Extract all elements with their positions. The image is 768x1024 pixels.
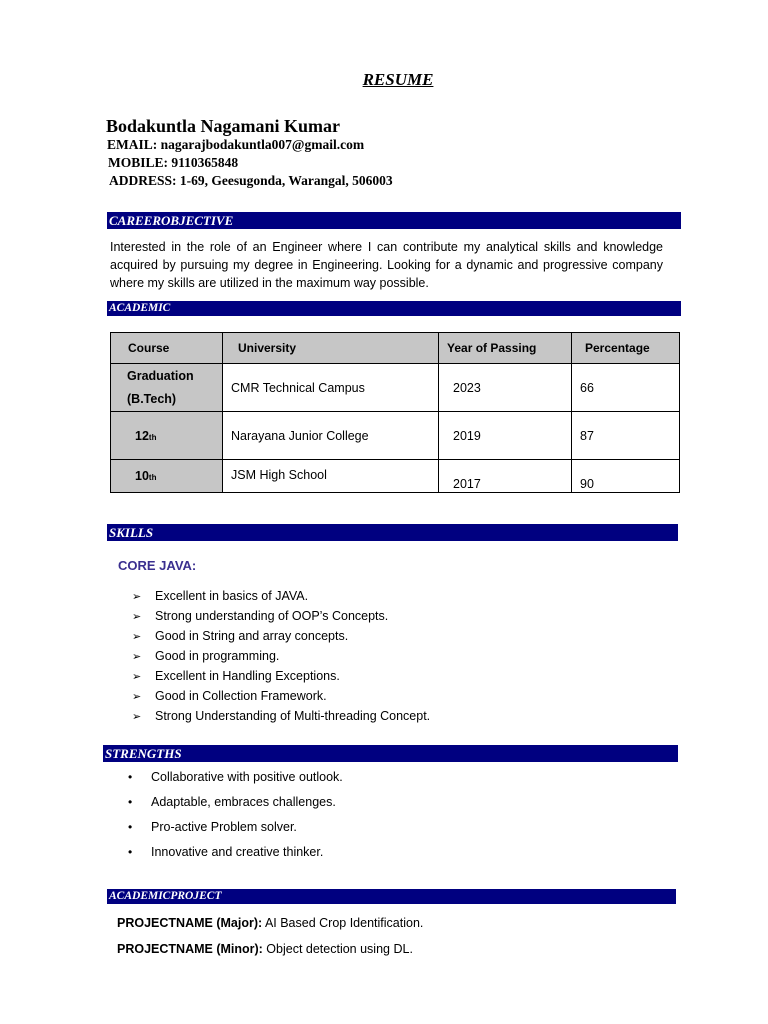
- year-cell: 2019: [439, 412, 572, 460]
- header-course: Course: [111, 333, 223, 364]
- email-line: EMAIL: nagarajbodakuntla007@gmail.com: [107, 137, 365, 152]
- core-java-heading: CORE JAVA:: [118, 558, 197, 573]
- section-bar-skills: SKILLS: [107, 524, 678, 541]
- section-bar-academic: ACADEMIC: [107, 301, 681, 316]
- section-bar-strengths: STRENGTHS: [103, 745, 678, 762]
- table-row: [111, 412, 680, 460]
- objective-text: Interested in the role of an Engineer where I can contribute my analytical skills and knowledge acquired by pursuing my degree in Engineering. Looking for a dynamic and progressive company where my skills are utilized in the maximum way possible.: [110, 240, 663, 290]
- section-bar-objective: CAREEROBJECTIVE: [107, 212, 681, 229]
- arrow-bullet-icon: ➢: [132, 671, 142, 683]
- resume-title: RESUME: [362, 70, 434, 89]
- university-cell: Narayana Junior College: [223, 412, 439, 460]
- skill-text: Good in Collection Framework.: [155, 689, 327, 703]
- project-major-value: AI Based Crop Identification.: [262, 916, 424, 930]
- course-cell: [111, 460, 223, 493]
- percentage-cell: 90: [572, 460, 680, 493]
- percentage-cell: 66: [572, 364, 680, 412]
- project-minor-label: PROJECTNAME (Minor):: [117, 942, 263, 956]
- bullet-dot-icon: •: [128, 845, 133, 859]
- skill-text: Strong understanding of OOP’s Concepts.: [155, 609, 389, 623]
- strength-text: Innovative and creative thinker.: [151, 845, 324, 859]
- skills-list: [132, 586, 430, 726]
- course-line1: Graduation: [127, 368, 194, 383]
- arrow-bullet-icon: ➢: [132, 711, 142, 723]
- project-minor: [117, 942, 413, 956]
- year-cell: 2017: [439, 460, 572, 493]
- course-cell: [111, 364, 223, 412]
- strength-text: Adaptable, embraces challenges.: [151, 795, 336, 809]
- year-cell: 2023: [439, 364, 572, 412]
- course-cell: [111, 412, 223, 460]
- course-superscript: th: [148, 432, 157, 442]
- header-percentage: Percentage: [572, 333, 680, 364]
- strengths-list: [128, 768, 343, 868]
- table-row: [111, 460, 680, 493]
- skill-text: Good in programming.: [155, 649, 280, 663]
- strength-text: Pro-active Problem solver.: [151, 820, 297, 834]
- project-major-label: PROJECTNAME (Major):: [117, 916, 263, 930]
- arrow-bullet-icon: ➢: [132, 591, 142, 603]
- skill-text: Excellent in basics of JAVA.: [155, 589, 309, 603]
- skill-text: Strong Understanding of Multi-threading Concept.: [155, 709, 431, 723]
- course-value: 12: [135, 428, 149, 443]
- list-item: [132, 606, 430, 626]
- bullet-dot-icon: •: [128, 770, 133, 784]
- bullet-dot-icon: •: [128, 820, 133, 834]
- course-line2: (B.Tech): [127, 391, 177, 406]
- mobile-line: MOBILE: 9110365848: [108, 155, 239, 170]
- list-item: [128, 843, 343, 868]
- project-minor-value: Object detection using DL.: [262, 942, 413, 956]
- list-item: [128, 768, 343, 793]
- arrow-bullet-icon: ➢: [132, 651, 142, 663]
- project-major: [117, 916, 423, 930]
- list-item: [132, 706, 430, 726]
- list-item: [132, 586, 430, 606]
- arrow-bullet-icon: ➢: [132, 631, 142, 643]
- header-university: University: [223, 333, 439, 364]
- list-item: [132, 626, 430, 646]
- arrow-bullet-icon: ➢: [132, 611, 142, 623]
- skill-text: Good in String and array concepts.: [155, 629, 349, 643]
- list-item: [128, 818, 343, 843]
- candidate-name: Bodakuntla Nagamani Kumar: [106, 116, 341, 136]
- university-cell: CMR Technical Campus: [223, 364, 439, 412]
- arrow-bullet-icon: ➢: [132, 691, 142, 703]
- percentage-cell: 87: [572, 412, 680, 460]
- list-item: [132, 686, 430, 706]
- address-line: ADDRESS: 1-69, Geesugonda, Warangal, 506003: [109, 173, 393, 188]
- bullet-dot-icon: •: [128, 795, 133, 809]
- section-bar-project: ACADEMICPROJECT: [107, 889, 676, 904]
- academic-table: [110, 332, 680, 493]
- header-year: Year of Passing: [439, 333, 572, 364]
- skill-text: Excellent in Handling Exceptions.: [155, 669, 340, 683]
- course-superscript: th: [148, 473, 157, 482]
- list-item: [132, 666, 430, 686]
- table-header-row: [111, 333, 680, 364]
- list-item: [132, 646, 430, 666]
- university-cell: JSM High School: [223, 460, 439, 493]
- list-item: [128, 793, 343, 818]
- table-row: [111, 364, 680, 412]
- course-value: 10: [135, 469, 149, 483]
- strength-text: Collaborative with positive outlook.: [151, 770, 343, 784]
